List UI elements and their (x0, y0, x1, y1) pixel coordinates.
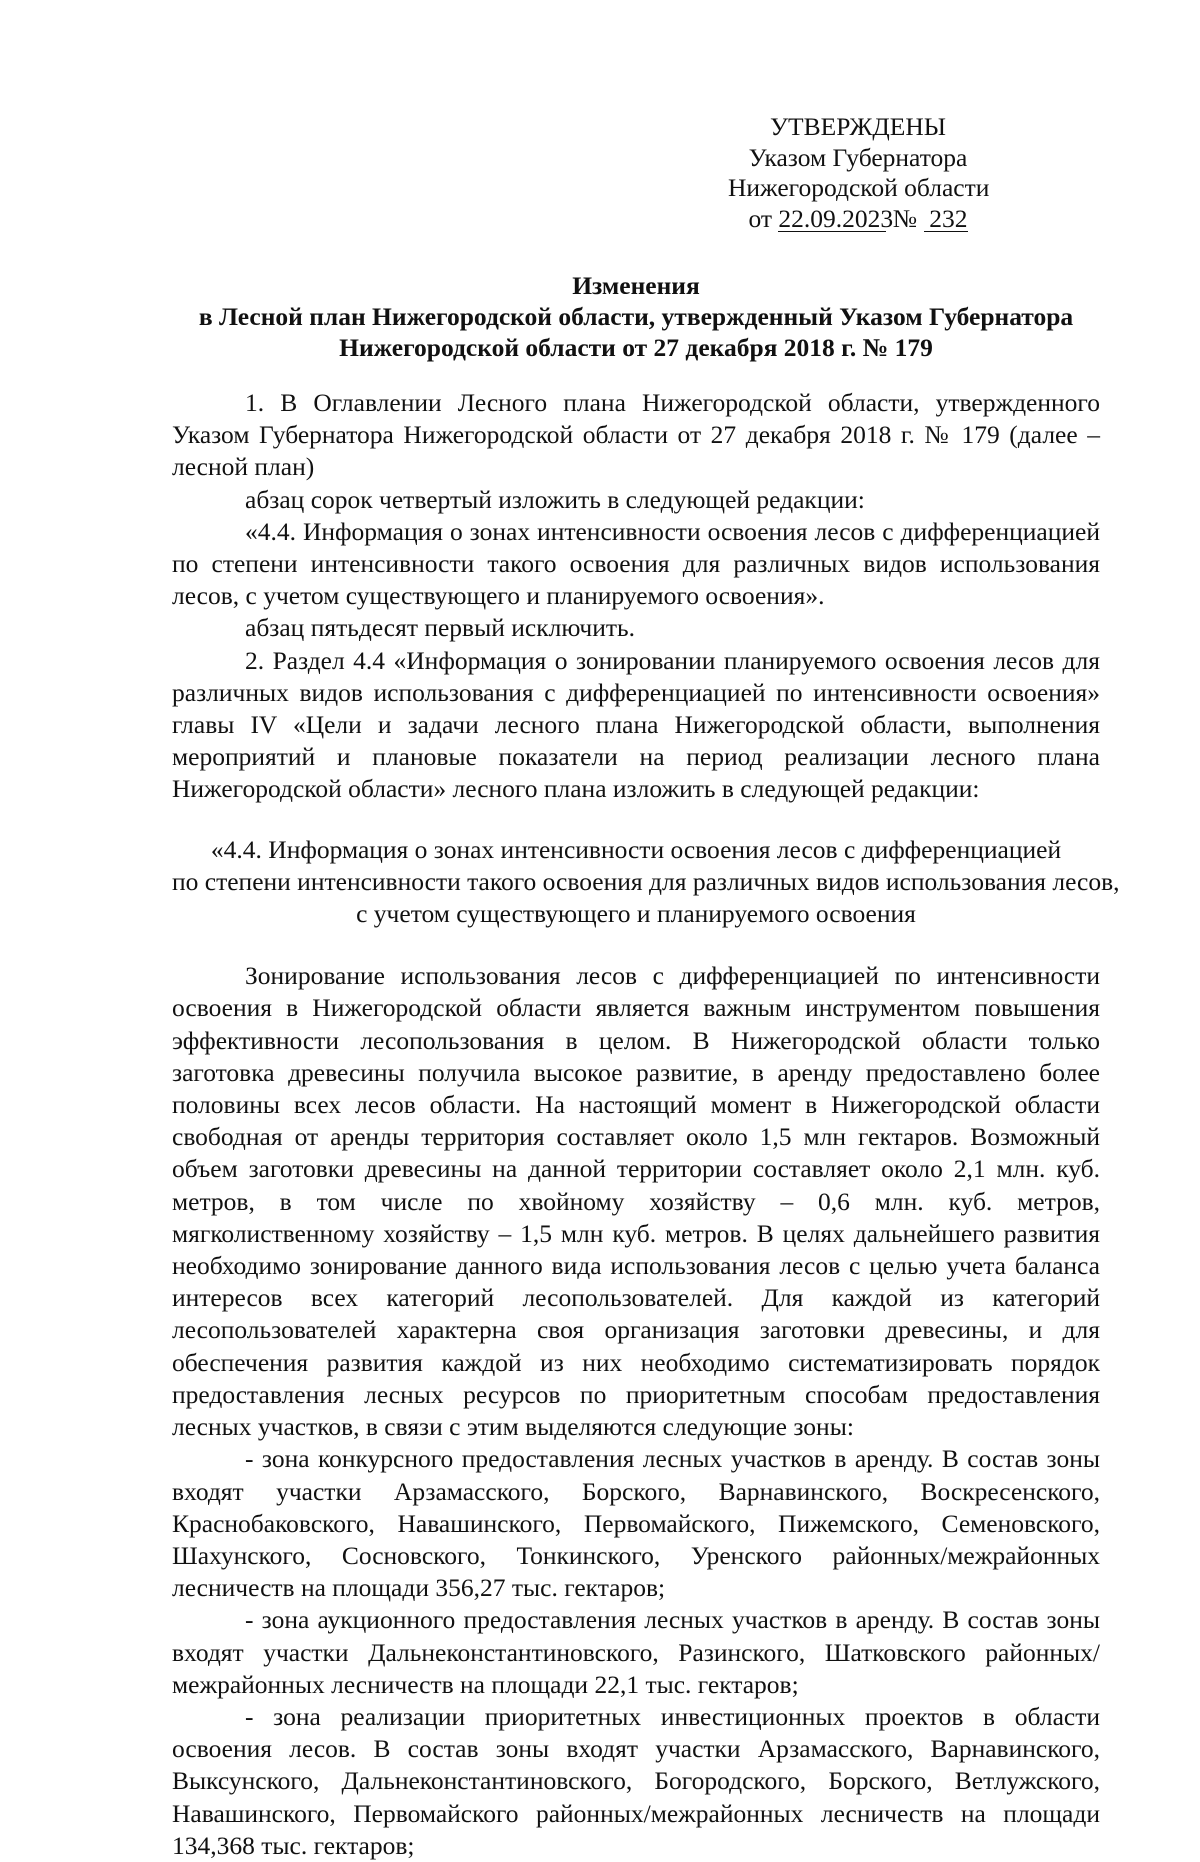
approval-date: 22.09.2023 (778, 203, 894, 233)
paragraph-4: абзац пятьдесят первый исключить. (245, 613, 636, 643)
section-heading-line-2: по степени интенсивности такого освоения для различных видов использования лесов, (172, 866, 1120, 896)
title-line-3: Нижегородской области от 27 декабря 2018 г. № 179 (339, 333, 933, 362)
section-paragraph-4: - зона реализации приоритетных инвестиционных проектов в области освоения лесов. В состав зоны входят участки Арзамасского, Варнавинского, Выксунского, Дальнеконстантиновского, Богородского, Борского, Ветлужского, Навашинского, Первомайского районных/межрайонных лесничеств на площади 134,368 тыс. гектаров; (172, 1701, 1100, 1860)
approval-number: 232 (924, 207, 968, 232)
section-heading-line-1: «4.4. Информация о зонах интенсивности освоения лесов с дифференциацией (210, 834, 1062, 864)
document-body (172, 387, 1120, 1862)
section-heading-line-3: с учетом существующего и планируемого освоения (356, 899, 916, 929)
paragraph-3: «4.4. Информация о зонах интенсивности освоения лесов с дифференциацией по степени интенсивности такого освоения для различных видов использования лесов, с учетом существующего и планируемого освоения». (172, 516, 1100, 611)
section-paragraph-3: - зона аукционного предоставления лесных участков в аренду. В состав зоны входят участки Дальнеконстантиновского, Разинского, Шатковского районных/межрайонных лесничеств на площади 22,1 тыс. гектаров; (172, 1605, 1100, 1699)
title-line-2: в Лесной план Нижегородской области, утвержденный Указом Губернатора (198, 302, 1074, 331)
approval-number-label: № (892, 203, 918, 233)
paragraph-5: 2. Раздел 4.4 «Информация о зонировании планируемого освоения лесов для различных видов использования с дифференциацией по интенсивности освоения» главы IV «Цели и задачи лесного плана Нижегородской области, выполнения мероприятий и плановые показатели на период реализации лесного плана Нижегородской области» лесного плана изложить в следующей редакции: (172, 645, 1100, 804)
approval-region: Нижегородской области (728, 173, 990, 202)
title-line-1: Изменения (572, 271, 700, 300)
approval-authority: Указом Губернатора (748, 142, 968, 172)
approval-date-line (728, 204, 988, 235)
section-heading (172, 834, 1120, 931)
approval-from-label: от (748, 203, 773, 233)
approval-stamp (728, 112, 988, 234)
section-paragraph-2: - зона конкурсного предоставления лесных участков в аренду. В состав зоны входят участки Арзамасского, Борского, Варнавинского, Воскресенского, Краснобаковского, Навашинского, Первомайского, Пижемского, Семеновского, Шахунского, Сосновского, Тонкинского, Уренского районных/межрайонных лесничеств на площади 356,27 тыс. гектаров; (172, 1444, 1100, 1603)
paragraph-2: абзац сорок четвертый изложить в следующей редакции: (245, 484, 865, 514)
paragraph-1: 1. В Оглавлении Лесного плана Нижегородской области, утвержденного Указом Губернатора Нижегородской области от 27 декабря 2018 г. № 179 (далее – лесной план) (172, 388, 1100, 482)
document-title (172, 270, 1100, 363)
approval-heading: УТВЕРЖДЕНЫ (770, 112, 946, 141)
section-paragraph-1: Зонирование использования лесов с дифференциацией по интенсивности освоения в Нижегородской области является важным инструментом повышения эффективности лесопользования в целом. В Нижегородской области только заготовка древесины получила высокое развитие, в аренду предоставлено более половины всех лесов области. На настоящий момент в Нижегородской области свободная от аренды территория составляет около 1,5 млн гектаров. Возможный объем заготовки древесины на данной территории составляет около 2,1 млн. куб. метров, в том числе по хвойному хозяйству – 0,6 млн. куб. метров, мягколиственному хозяйству – 1,5 млн куб. метров. В целях дальнейшего развития необходимо зонирование данного вида использования лесов с целью учета баланса интересов всех категорий лесопользователей. Для каждой из категорий лесопользователей характерна своя организация заготовки древесины, и для обеспечения развития каждой из них необходимо систематизировать порядок предоставления лесных ресурсов по приоритетным способам предоставления лесных участков, в связи с этим выделяются следующие зоны: (172, 961, 1100, 1442)
